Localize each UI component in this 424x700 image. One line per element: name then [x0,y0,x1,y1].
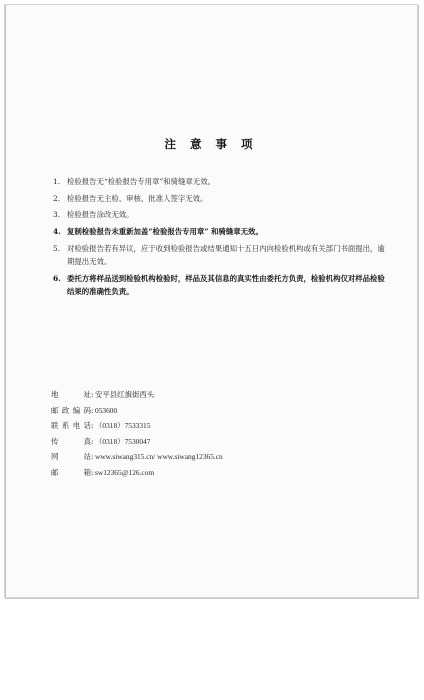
notice-title: 注 意 事 项 [164,137,258,151]
notice-item [53,192,385,206]
notice-item-number: 4. [53,227,61,237]
contact-value: （0318）7530047 [95,436,151,446]
notice-item [53,242,385,269]
contact-value: （0318）7533315 [95,421,151,431]
contact-value: 安平县红旗街西头 [95,390,155,399]
contact-value: www.siwang315.cn/ www.siwang12365.cn [95,452,223,462]
contact-label: 邮 箱 [51,467,91,477]
notice-item-text: 检验报告涂改无效。 [67,210,134,220]
notice-item-text: 检验报告无主检、审核、批准人签字无效。 [67,193,208,203]
notice-item-number: 1. [53,177,61,186]
document-page [4,4,418,598]
notice-item-number: 3. [53,210,61,220]
page-edge-line [5,5,6,597]
contact-row-website: 网 站 : www.siwang315.cn/ www.siwang12365.cn [51,451,371,462]
contact-label: 网 站 [51,452,91,462]
contact-row-phone: 联系电话 : （0318）7533315 [51,420,371,431]
notice-item [53,272,385,299]
notice-item [53,175,385,189]
notice-item-text: 对检验报告若有异议，应于收到检验报告或结果通知十五日内向检验机构或有关部门书面提出，逾期提出无效。 [67,243,385,267]
contact-label: 地 址 [51,390,91,399]
contact-row-postcode: 邮政编码 : 053600 [51,405,371,416]
notice-item [53,225,385,239]
contact-row-address: 地 址 : 安平县红旗街西头 [51,389,371,400]
notice-item-text: 委托方将样品送到检验机构检验时，样品及其信息的真实性由委托方负责，检验机构仅对样品检验结果的准确性负责。 [67,273,385,297]
contact-label: 联系电话 [51,421,91,431]
contact-value: sw12365@126.com [95,467,155,477]
notice-item-number: 2. [53,193,61,203]
notice-item-number: 6. [53,273,61,283]
notice-item-text: 复制检验报告未重新加盖“检验报告专用章” 和骑缝章无效。 [67,227,263,237]
contact-value: 053600 [95,405,118,415]
contact-label: 邮政编码 [51,405,91,415]
notice-item-text: 检验报告无“检验报告专用章”和骑缝章无效。 [67,177,215,186]
notice-item [53,208,385,222]
contact-info [51,389,371,483]
contact-row-email: 邮 箱 : sw12365@126.com [51,467,371,478]
contact-label: 传 真 [51,436,91,446]
notice-list [53,175,385,302]
notice-item-number: 5. [53,243,61,253]
contact-row-fax: 传 真 : （0318）7530047 [51,436,371,447]
